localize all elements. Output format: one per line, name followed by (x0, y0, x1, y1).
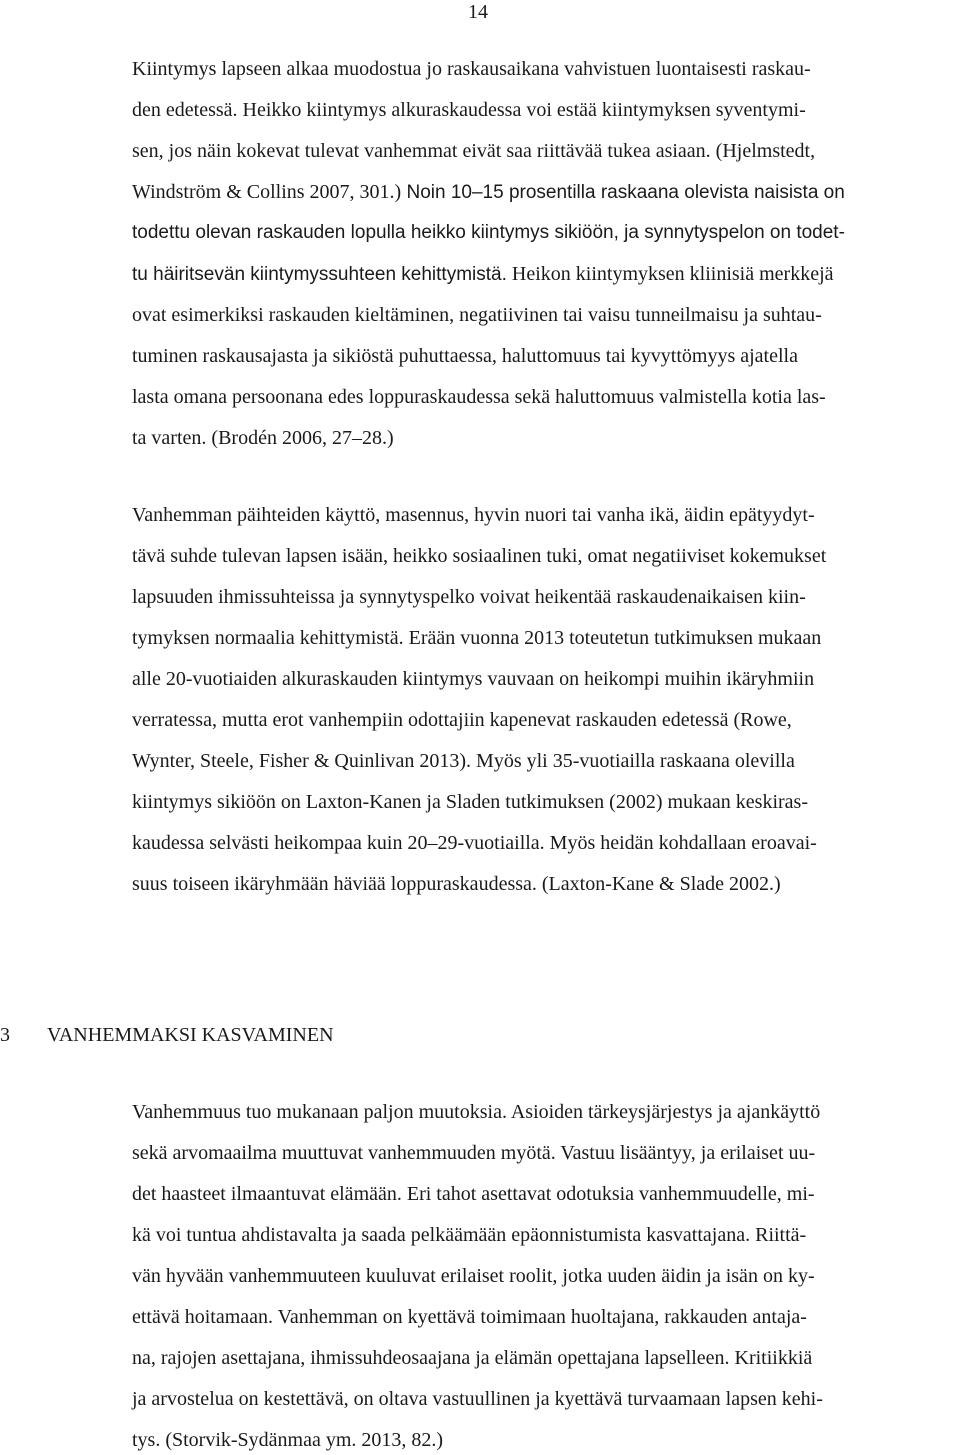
text-line: tys. (Storvik-Sydänmaa ym. 2013, 82.) (132, 1429, 444, 1451)
text-line: todettu olevan raskauden lopulla heikko kiintymys sikiöön, ja synnytyspelon on todet- (132, 222, 845, 243)
text-line: sekä arvomaailma muuttuvat vanhemmuuden myötä. Vastuu lisääntyy, ja erilaiset uu- (132, 1142, 816, 1164)
text-line: na, rajojen asettajana, ihmissuhdeosaajana ja elämän opettajana lapselleen. Kritiikkiä (132, 1347, 813, 1369)
text-line: vän hyvään vanhemmuuteen kuuluvat erilaiset roolit, jotka uuden äidin ja isän on ky- (132, 1265, 815, 1287)
text-run: Windström & Collins 2007, 301.) (132, 181, 402, 203)
text-line: ja arvostelua on kestettävä, on oltava vastuullinen ja kyettävä turvaamaan lapsen kehi- (132, 1388, 823, 1410)
text-line: ovat esimerkiksi raskauden kieltäminen, negatiivinen tai vaisu tunneilmaisu ja suhtau- (132, 304, 822, 326)
text-line: alle 20-vuotiaiden alkuraskauden kiintymys vauvaan on heikompi muihin ikäryhmiin (132, 668, 815, 690)
text-line: den edetessä. Heikko kiintymys alkuraskaudessa voi estää kiintymyksen syventymi- (132, 99, 806, 121)
text-line (132, 180, 845, 205)
text-line: Wynter, Steele, Fisher & Quinlivan 2013). Myös yli 35-vuotiailla raskaana olevilla (132, 750, 795, 772)
text-line: kä voi tuntua ahdistavalta ja saada pelkäämään epäonnistumista kasvattajana. Riittä- (132, 1224, 807, 1246)
text-line: ta varten. (Brodén 2006, 27–28.) (132, 427, 394, 449)
text-line: verratessa, mutta erot vanhempiin odottajiin kapenevat raskauden edetessä (Rowe, (132, 709, 792, 731)
text-line: det haasteet ilmaantuvat elämään. Eri tahot asettavat odotuksia vanhemmuudelle, mi- (132, 1183, 815, 1205)
text-line: suus toiseen ikäryhmään häviää loppuraskaudessa. (Laxton-Kane & Slade 2002.) (132, 873, 781, 895)
text-line: tymyksen normaalia kehittymistä. Erään vuonna 2013 toteutetun tutkimuksen mukaan (132, 627, 822, 649)
page-number: 14 (468, 1, 488, 23)
text-line: tävä suhde tulevan lapsen isään, heikko sosiaalinen tuki, omat negatiiviset kokemukset (132, 545, 827, 567)
text-line: kaudessa selvästi heikompaa kuin 20–29-vuotiailla. Myös heidän kohdallaan eroavai- (132, 832, 817, 854)
text-line: ettävä hoitamaan. Vanhemman on kyettävä toimimaan huoltajana, rakkauden antaja- (132, 1306, 807, 1328)
text-line: kiintymys sikiöön on Laxton-Kanen ja Sladen tutkimuksen (2002) mukaan keskiras- (132, 791, 808, 813)
text-run: Heikon kiintymyksen kliinisiä merkkejä (506, 263, 834, 285)
section-number: 3 (0, 1024, 10, 1046)
text-line: Vanhemman päihteiden käyttö, masennus, hyvin nuori tai vanha ikä, äidin epätyydyt- (132, 504, 815, 526)
section-title: VANHEMMAKSI KASVAMINEN (47, 1024, 334, 1046)
text-run: Noin 10–15 prosentilla raskaana olevista naisista on (401, 182, 845, 203)
text-line: Vanhemmuus tuo mukanaan paljon muutoksia. Asioiden tärkeysjärjestys ja ajankäyttö (132, 1101, 821, 1123)
text-line: lapsuuden ihmissuhteissa ja synnytyspelko voivat heikentää raskaudenaikaisen kiin- (132, 586, 806, 608)
text-line (132, 262, 834, 287)
text-line: tuminen raskausajasta ja sikiöstä puhuttaessa, haluttomuus tai kyvyttömyys ajatella (132, 345, 798, 367)
text-line: lasta omana persoonana edes loppuraskaudessa sekä haluttomuus valmistella kotia las- (132, 386, 826, 408)
text-run: tu häiritsevän kiintymyssuhteen kehittymistä. (132, 264, 507, 285)
text-line: sen, jos näin kokevat tulevat vanhemmat eivät saa riittävää tukea asiaan. (Hjelmstedt, (132, 140, 816, 162)
text-line: Kiintymys lapseen alkaa muodostua jo raskausaikana vahvistuen luontaisesti raskau- (132, 58, 811, 80)
